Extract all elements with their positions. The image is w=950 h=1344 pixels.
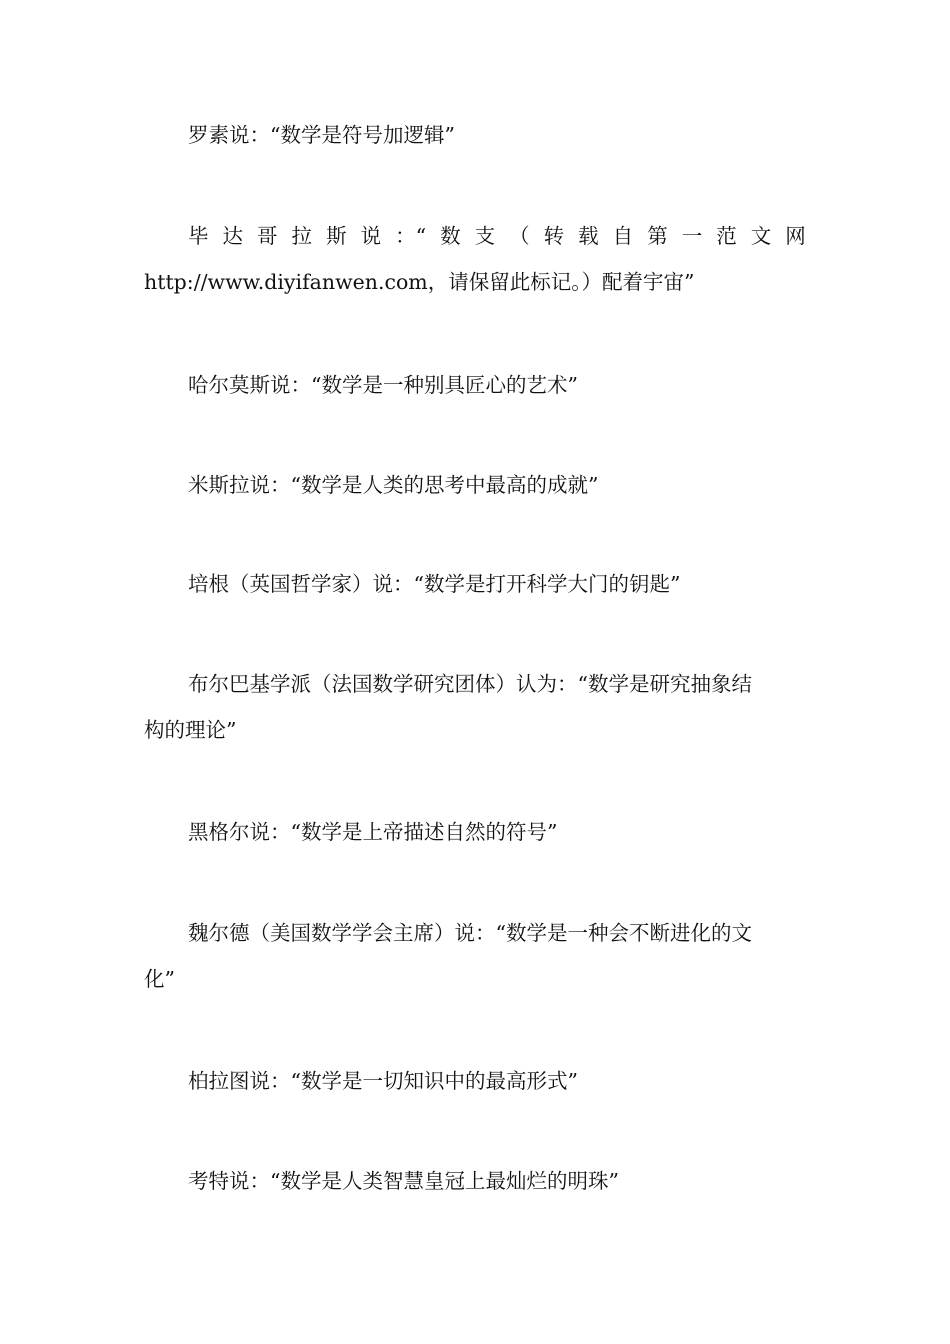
spread-char: 第 [647,224,668,248]
quote-pythagoras-line1 [144,213,806,259]
quote-wilder [144,910,806,1002]
quote-wilder-line2: 化” [144,967,175,991]
spread-char: ：“ [395,224,427,248]
quote-hegel-text: 黑格尔说：“数学是上帝描述自然的符号” [188,820,558,844]
quote-bourbaki-line1: 布尔巴基学派（法国数学研究团体）认为：“数学是研究抽象结 [188,672,752,696]
quote-pythagoras [144,213,806,305]
quote-plato [144,1058,806,1104]
spread-char: 达 [222,224,244,248]
spread-char: 哥 [257,224,278,248]
quote-russell-text: 罗素说：“数学是符号加逻辑” [188,123,455,147]
quote-plato-text: 柏拉图说：“数学是一切知识中的最高形式” [188,1069,578,1093]
spread-char: 文 [750,224,772,248]
spread-char: 自 [612,224,634,248]
spread-char: 说 [360,224,382,248]
spread-char: 数 [440,224,461,248]
quote-bacon [144,561,806,607]
spread-char: 支 [474,224,496,248]
quote-bourbaki-line2: 构的理论” [144,718,237,742]
spread-char: 网 [785,224,806,248]
spread-char: 一 [681,224,703,248]
quote-court-text: 考特说：“数学是人类智慧皇冠上最灿烂的明珠” [188,1169,619,1193]
spread-char: 转 [543,224,565,248]
quote-misra-text: 米斯拉说：“数学是人类的思考中最高的成就” [188,473,599,497]
quote-court [144,1158,806,1204]
spread-char: 斯 [326,224,347,248]
spread-char: 范 [716,224,737,248]
spread-char: 毕 [188,224,209,248]
quote-bacon-text: 培根（英国哲学家）说：“数学是打开科学大门的钥匙” [188,572,681,596]
quote-wilder-line1: 魏尔德（美国数学学会主席）说：“数学是一种会不断进化的文 [188,921,752,945]
quote-hegel [144,809,806,855]
quote-russell [144,112,806,158]
quote-bourbaki [144,661,806,753]
quote-halmos [144,362,806,408]
quote-misra [144,462,806,508]
spread-char: 拉 [291,224,313,248]
quote-halmos-text: 哈尔莫斯说：“数学是一种别具匠心的艺术” [188,373,578,397]
spread-char: 载 [578,224,599,248]
quote-pythagoras-line2: http://www.diyifanwen.com，请保留此标记。）配着宇宙” [144,270,695,294]
spread-char: （ [509,224,530,248]
